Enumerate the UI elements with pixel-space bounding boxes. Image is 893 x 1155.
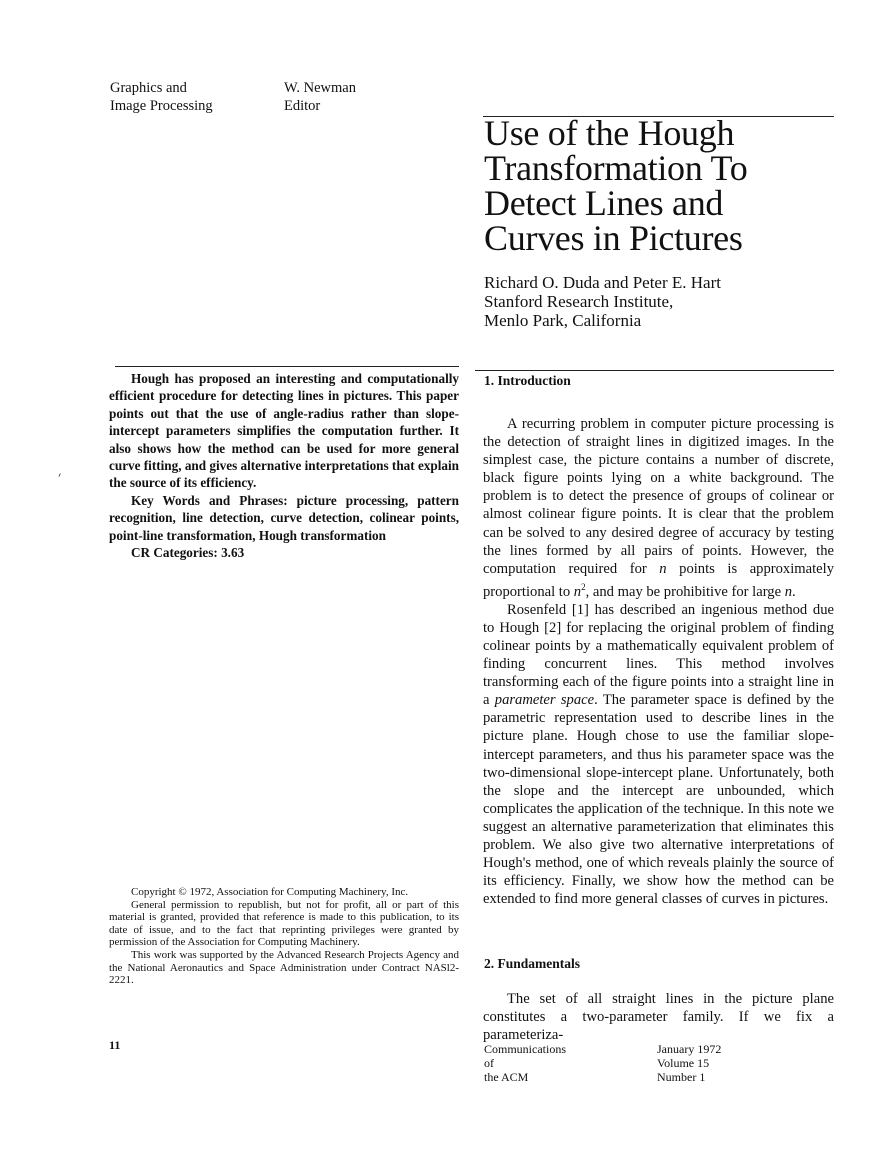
- journal-section-label: [110, 79, 213, 115]
- issue-date: January 1972: [657, 1042, 722, 1056]
- issue-info: [657, 1042, 721, 1084]
- section-1-body: [483, 415, 834, 908]
- issue-number: Number 1: [657, 1070, 706, 1084]
- permission-text: General permission to republish, but not for profit, all or part of this material is granted, provided that reference is made to this publication, to its date of issue, and to the fact that reprinting privileges were granted by permission of the Association for Computing Machinery.: [109, 898, 459, 949]
- title-line-1: Use of the Hough: [484, 113, 735, 153]
- section-line-1: Graphics and: [110, 80, 187, 96]
- intro-paragraph-1: A recurring problem in computer picture processing is the detection of straight lines in digitized images. In the simplest case, the picture contains a number of discrete, black figure points lying on a white background. The problem is to detect the presence of groups of colinear or almost colinear figure points. It is clear that the problem can be solved to any desired degree of accuracy by testing the lines formed by all pairs of points. However, the computation required for n points is approximately proportional to $n^2$, and may be prohibitive for large n.: [483, 416, 834, 600]
- cr-categories: CR Categories: 3.63: [131, 545, 245, 561]
- abstract-top-rule: [115, 366, 459, 367]
- author-location: Menlo Park, California: [484, 311, 642, 330]
- editor-name: W. Newman: [284, 80, 356, 96]
- title-line-4: Curves in Pictures: [484, 218, 743, 258]
- section-1-heading: 1. Introduction: [484, 373, 571, 388]
- section-line-2: Image Processing: [110, 98, 213, 114]
- title-line-2: Transformation To: [484, 148, 748, 188]
- paper-title: [484, 113, 864, 258]
- page-number: 11: [109, 1038, 121, 1052]
- author-block: [484, 273, 721, 330]
- author-institution: Stanford Research Institute,: [484, 292, 674, 311]
- intro-top-rule: [475, 370, 834, 371]
- section-2-heading: 2. Fundamentals: [484, 956, 581, 971]
- margin-mark: ׳: [58, 470, 62, 485]
- issue-volume: Volume 15: [657, 1056, 710, 1070]
- editor-block: [284, 79, 356, 115]
- copyright-line: Copyright © 1972, Association for Computing Machinery, Inc.: [131, 886, 409, 898]
- abstract-text: Hough has proposed an interesting and computationally efficient procedure for detecting lines in pictures. This paper points out that the use of angle-radius rather than slope-intercept parameters simplifies the computation further. It also shows how the method can be used for more general curve fitting, and gives alternative interpretations that explain the source of its efficiency.: [109, 371, 459, 491]
- journal-name: Communications of the ACM: [484, 1042, 566, 1084]
- abstract: [109, 370, 459, 561]
- copyright-notice: [109, 886, 459, 987]
- author-names: Richard O. Duda and Peter E. Hart: [484, 273, 721, 292]
- section-2-body: [483, 990, 834, 1044]
- editor-label: Editor: [284, 98, 321, 114]
- title-line-3: Detect Lines and: [484, 183, 724, 223]
- intro-paragraph-2: Rosenfeld [1] has described an ingenious method due to Hough [2] for replacing the original problem of finding colinear points by a mathematically equivalent problem of finding concurrent lines. This method involves transforming each of the figure points into a straight line in a parameter space. The parameter space is defined by the parametric representation used to describe lines in the picture plane. Hough chose to use the familiar slope-intercept parameters, and thus his parameter space was the two-dimensional slope-intercept plane. Unfortunately, both the slope and the intercept are unbounded, which complicates the application of the technique. In this note we suggest an alternative parameterization that eliminates this problem. We also give two alternative interpretations of Hough's method, one of which reveals plainly the source of its efficiency. Finally, we show how the method can be extended to find more general classes of curves in pictures.: [483, 601, 834, 908]
- fundamentals-paragraph-1: The set of all straight lines in the picture plane constitutes a two-parameter family. If we fix a parameteriza-: [483, 991, 834, 1044]
- support-text: This work was supported by the Advanced Research Projects Agency and the National Aeronautics and Space Administration under Contract NASl2-2221.: [109, 948, 459, 987]
- keywords: Key Words and Phrases: picture processing, pattern recognition, line detection, curve detection, colinear points, point-line transformation, Hough transformation: [109, 492, 459, 543]
